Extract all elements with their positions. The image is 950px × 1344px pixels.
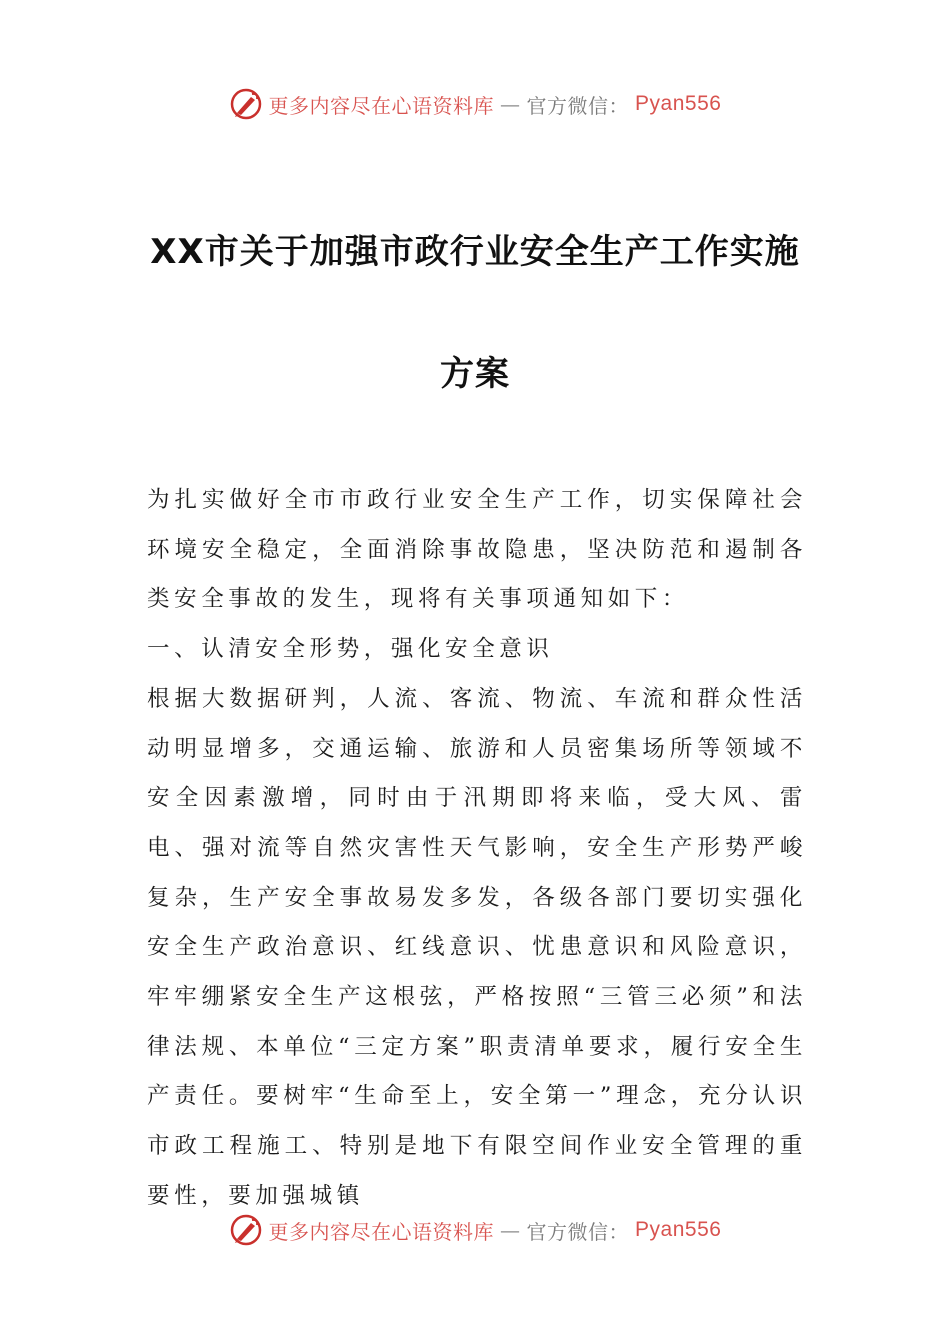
watermark-separator: —: [500, 92, 521, 116]
document-body: [147, 476, 807, 1222]
watermark-brand: 更多内容尽在心语资料库: [268, 1219, 495, 1244]
footer-watermark: [0, 1210, 950, 1250]
document-title-line-1: XX市关于加强市政行业安全生产工作实施: [150, 232, 800, 272]
intro-paragraph: 为扎实做好全市市政行业安全生产工作，切实保障社会环境安全稳定，全面消除事故隐患，坚决防范和遏制各类安全事故的发生，现将有关事项通知如下：: [147, 487, 807, 613]
pen-circle-logo-icon: [229, 87, 263, 121]
watermark-wechat-label: 官方微信：: [526, 1219, 630, 1244]
watermark-wechat-id: Pyan556: [635, 92, 722, 115]
watermark-wechat-label: 官方微信：: [526, 93, 630, 118]
watermark-wechat-id: Pyan556: [635, 1218, 722, 1241]
body-paragraph: 根据大数据研判，人流、客流、物流、车流和群众性活动明显增多，交通运输、旅游和人员密集场所等领域不安全因素激增，同时由于汛期即将来临，受大风、雷电、强对流等自然灾害性天气影响，安全生产形势严峻复杂，生产安全事故易发多发，各级各部门要切实强化安全生产政治意识、红线意识、忧患意识和风险意识，牢牢绷紧安全生产这根弦，严格按照“三管三必须”和法律法规、本单位“三定方案”职责清单要求，履行安全生产责任。要树牢“生命至上，安全第一”理念，充分认识市政工程施工、特别是地下有限空间作业安全管理的重要性，要加强城镇: [147, 685, 807, 1209]
section-heading-1: 一、认清安全形势，强化安全意识: [147, 636, 554, 663]
header-watermark: [0, 84, 950, 124]
pen-circle-logo-icon: [229, 1213, 263, 1247]
document-title-line-2: 方案: [440, 354, 510, 394]
watermark-brand: 更多内容尽在心语资料库: [268, 93, 495, 118]
watermark-separator: —: [500, 1218, 521, 1242]
